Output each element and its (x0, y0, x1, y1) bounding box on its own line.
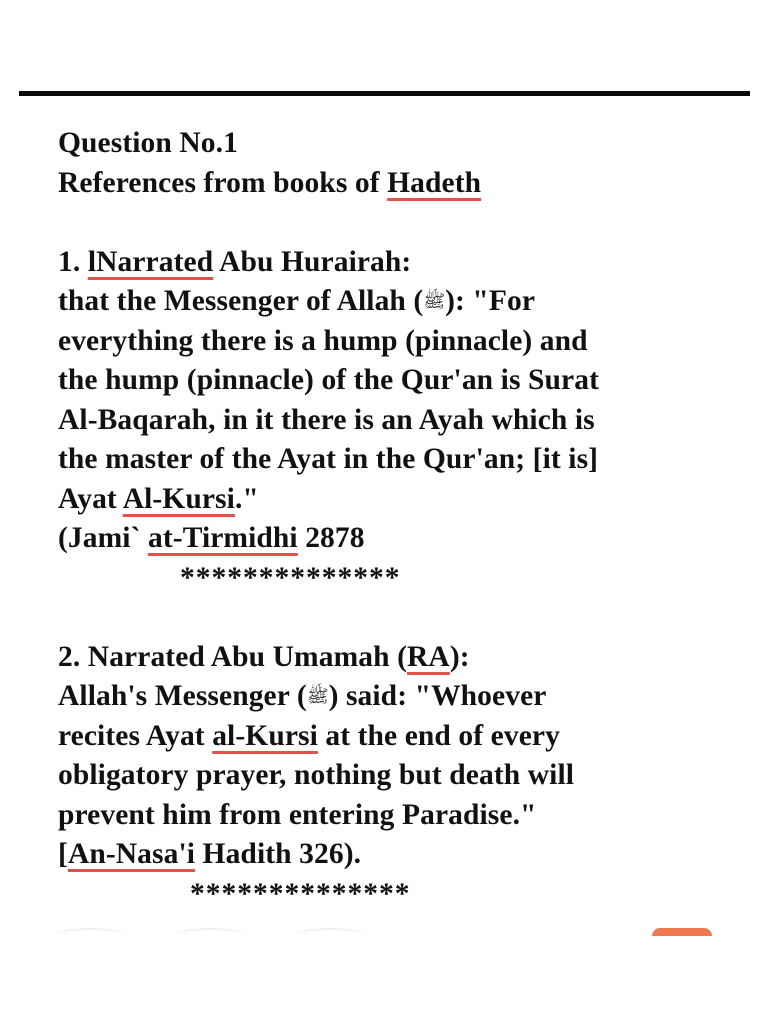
text-segment: at the end of every (317, 719, 560, 752)
hadith-1-title (58, 243, 738, 283)
top-rule (19, 91, 750, 96)
text-segment: ): "For (445, 285, 536, 317)
hadith-2-line-5: prevent him from entering Paradise." (58, 798, 537, 831)
separator: ************** (180, 561, 401, 594)
hadith-1-line-2 (58, 282, 738, 322)
hadith-1-number: 1. (58, 245, 88, 278)
document-body (58, 124, 738, 914)
hadith-2-line-2 (58, 677, 738, 717)
hadith-2-line-3 (58, 717, 738, 757)
flagged-word: Al-Kursi (122, 482, 235, 515)
blank-line (58, 598, 738, 638)
hadith-1-narrator: Abu Hurairah: (213, 245, 412, 278)
hadith-1-line-5: Al-Baqarah, in it there is an Ayah which is (58, 403, 595, 436)
flagged-word: lNarrated (87, 245, 214, 278)
separator: ************** (190, 877, 411, 910)
hadith-2-reference (58, 835, 738, 875)
salawat-mark: ﷺ (306, 686, 329, 707)
flagged-word: RA (407, 640, 450, 673)
hadith-1-line-3: everything there is a hump (pinnacle) and (58, 324, 588, 357)
faint-arc (55, 928, 125, 944)
hadith-2-line-4: obligatory prayer, nothing but death will (58, 759, 575, 791)
subheading-text: References from books of (58, 166, 388, 199)
text-segment: 2878 (297, 522, 365, 554)
faint-arc (175, 928, 245, 944)
text-segment: Hadith 326). (195, 838, 362, 870)
text-segment: Ayat (58, 482, 123, 515)
flagged-word: Hadeth (387, 166, 482, 199)
text-segment: ) said: "Whoever (328, 680, 547, 712)
text-segment: that the Messenger of Allah ( (58, 285, 424, 317)
text-segment: (Jami` (58, 522, 148, 554)
salawat-mark: ﷺ (423, 291, 446, 312)
hadith-1-line-7 (58, 480, 738, 520)
hadith-2-title (58, 638, 738, 678)
blank-line (58, 203, 738, 243)
text-segment: recites Ayat (58, 719, 213, 752)
hadith-1-line-6: the master of the Ayat in the Qur'an; [it is] (58, 443, 599, 475)
text-segment: Allah's Messenger ( (58, 680, 307, 712)
text-segment: ." (234, 482, 259, 515)
subheading (58, 164, 738, 204)
flagged-word: An-Nasa'i (67, 838, 196, 870)
faint-arc (295, 928, 365, 944)
hadith-1-reference (58, 519, 738, 559)
text-segment: ): (449, 640, 470, 673)
flagged-word: al-Kursi (212, 719, 318, 752)
text-segment: 2. Narrated Abu Umamah ( (58, 640, 408, 673)
action-button-edge[interactable] (652, 928, 712, 936)
text-segment: [ (58, 838, 68, 870)
flagged-word: at-Tirmidhi (148, 522, 298, 554)
heading: Question No.1 (58, 127, 238, 159)
hadith-1-line-4: the hump (pinnacle) of the Qur'an is Surat (58, 364, 599, 396)
